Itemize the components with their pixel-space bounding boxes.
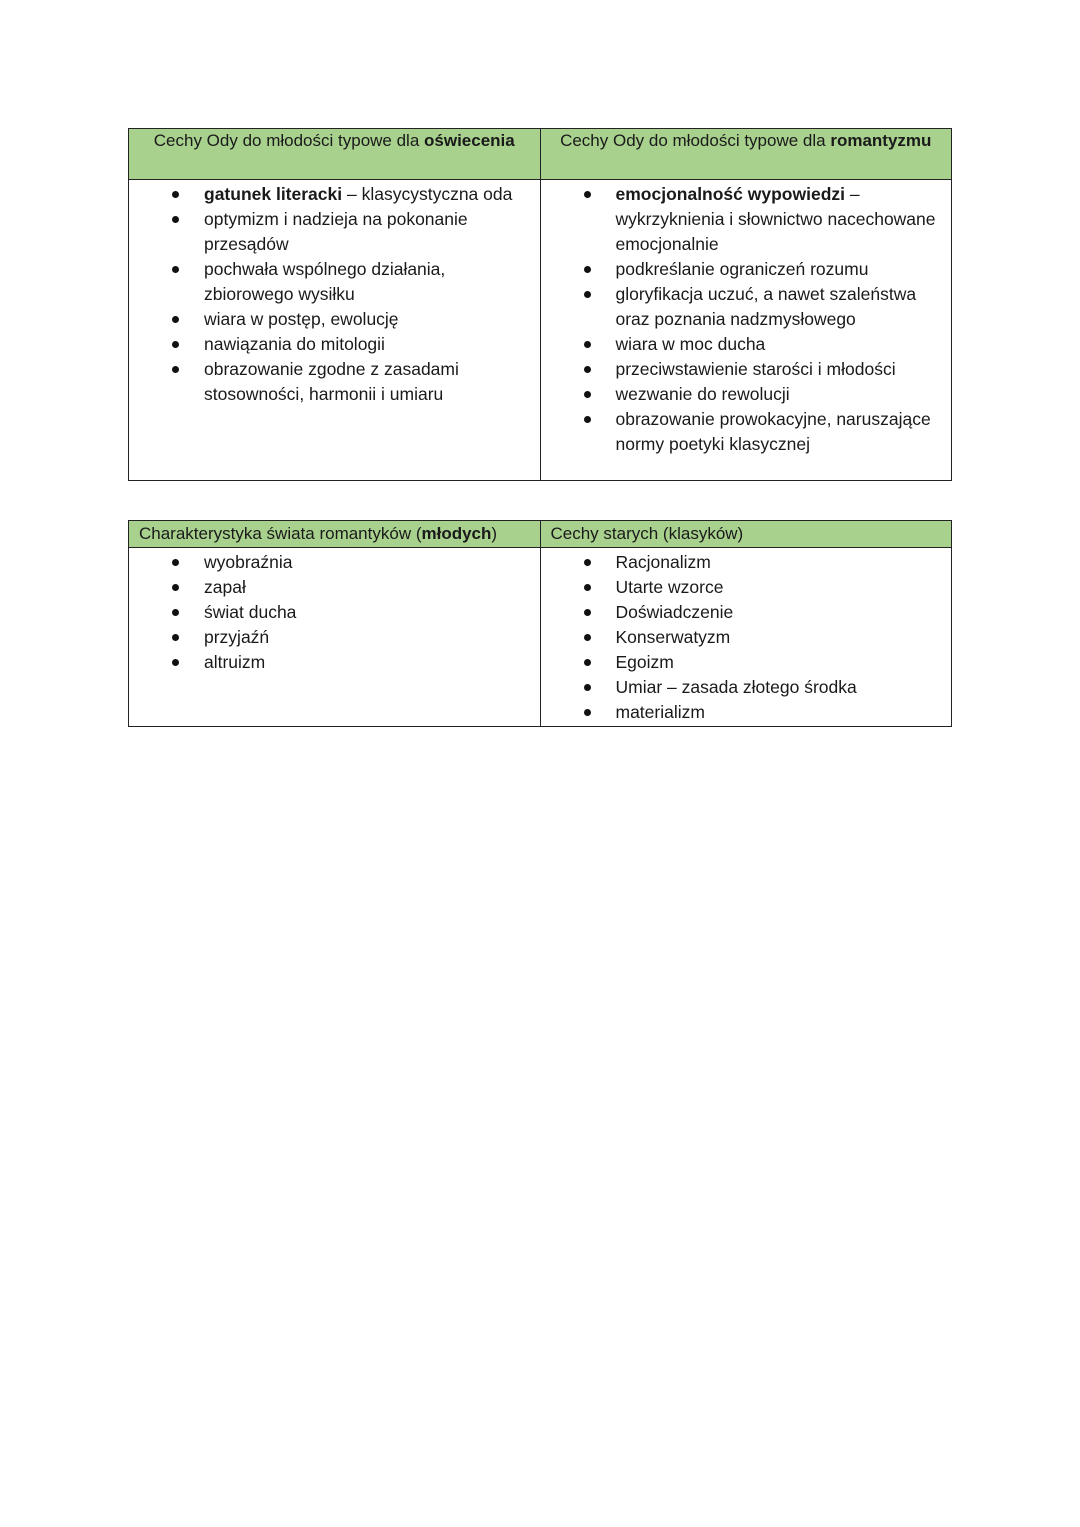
list-item <box>541 257 952 282</box>
list-item <box>541 382 952 407</box>
young-cell <box>129 548 541 727</box>
odes-comparison-table <box>128 128 952 481</box>
list-item: świat ducha <box>129 600 540 625</box>
list-item: Umiar – zasada złotego środka <box>541 675 952 700</box>
list-item-bold: gatunek literacki <box>204 184 343 204</box>
list-item <box>129 307 540 332</box>
old-cell <box>540 548 952 727</box>
header-bold-text: oświecenia <box>424 131 515 150</box>
list-item: Utarte wzorce <box>541 575 952 600</box>
list-item-text: – wykrzyknienia i słownictwo nacechowane emocjonalnie <box>615 184 936 254</box>
header-text: ) <box>491 524 498 543</box>
list-item <box>541 407 952 457</box>
list-item: wyobraźnia <box>129 550 540 575</box>
header-enlightenment <box>129 129 541 180</box>
list-item <box>129 207 540 257</box>
list-item-text: gloryfikacja uczuć, a nawet szaleństwa oraz poznania nadzmysłowego <box>615 284 917 329</box>
romanticism-list <box>541 180 952 457</box>
header-bold-text: młodych <box>421 524 492 543</box>
list-item-text: obrazowanie prowokacyjne, naruszające normy poetyki klasycznej <box>615 409 931 454</box>
list-item: Doświadczenie <box>541 600 952 625</box>
header-old: Cechy starych (klasyków) <box>540 521 952 548</box>
table-body-row <box>129 548 952 727</box>
list-item-text: podkreślanie ograniczeń rozumu <box>615 259 869 279</box>
header-text: Cechy Ody do młodości typowe dla <box>153 131 425 150</box>
enlightenment-list <box>129 180 540 407</box>
list-item <box>541 182 952 257</box>
header-text: Charakterystyka świata romantyków ( <box>139 524 422 543</box>
table-header-row <box>129 129 952 180</box>
list-item <box>129 257 540 307</box>
list-item <box>541 332 952 357</box>
header-bold-text: romantyzmu <box>830 131 932 150</box>
list-item-text: obrazowanie zgodne z zasadami stosowności, harmonii i umiaru <box>204 359 459 404</box>
list-item-text: – klasycystyczna oda <box>342 184 513 204</box>
young-list <box>129 548 540 675</box>
list-item: Egoizm <box>541 650 952 675</box>
list-item <box>129 357 540 407</box>
enlightenment-cell <box>129 180 541 481</box>
header-text: Cechy Ody do młodości typowe dla <box>560 131 831 150</box>
romanticism-cell <box>540 180 952 481</box>
list-item <box>129 332 540 357</box>
list-item: Konserwatyzm <box>541 625 952 650</box>
list-item-bold: emocjonalność wypowiedzi <box>615 184 845 204</box>
list-item: altruizm <box>129 650 540 675</box>
list-item-text: optymizm i nadzieja na pokonanie przesądów <box>204 209 468 254</box>
old-list <box>541 548 952 725</box>
table-body-row <box>129 180 952 481</box>
list-item: materializm <box>541 700 952 725</box>
young-vs-old-table <box>128 520 952 727</box>
list-item-text: pochwała wspólnego działania, zbiorowego wysiłku <box>204 259 446 304</box>
list-item-text: wiara w postęp, ewolucję <box>204 309 399 329</box>
list-item <box>129 182 540 207</box>
list-item <box>541 357 952 382</box>
header-romanticism <box>540 129 952 180</box>
table-header-row <box>129 521 952 548</box>
list-item-text: przeciwstawienie starości i młodości <box>615 359 896 379</box>
list-item: Racjonalizm <box>541 550 952 575</box>
list-item-text: wezwanie do rewolucji <box>615 384 790 404</box>
header-young <box>129 521 541 548</box>
list-item-text: wiara w moc ducha <box>615 334 766 354</box>
list-item: zapał <box>129 575 540 600</box>
list-item-text: nawiązania do mitologii <box>204 334 385 354</box>
list-item: przyjaźń <box>129 625 540 650</box>
list-item <box>541 282 952 332</box>
